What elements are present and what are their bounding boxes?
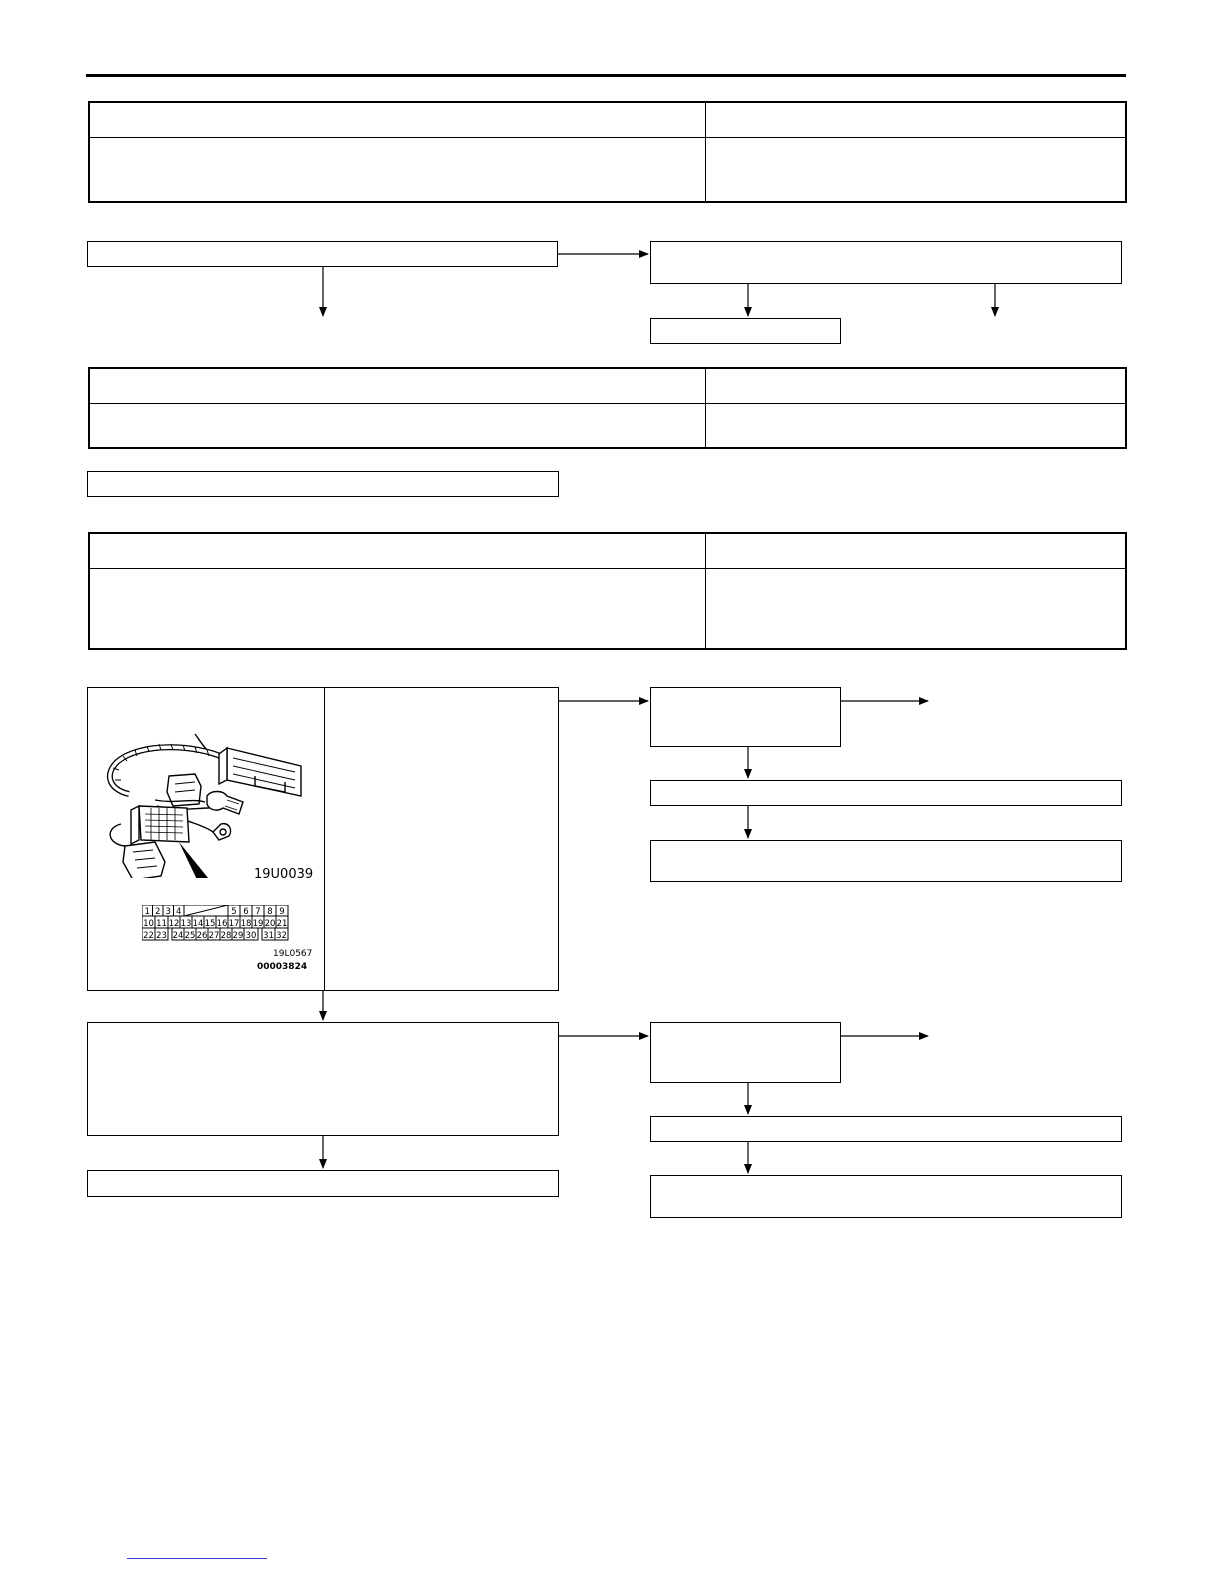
figure-label-sub: 19L0567: [273, 949, 313, 959]
pin-label: 32: [276, 931, 287, 941]
pin-label: 6: [243, 907, 249, 917]
pin-label: 22: [143, 931, 154, 941]
pin-label: 10: [143, 919, 154, 929]
pin-label: 17: [228, 919, 240, 929]
pin-label: 18: [240, 919, 252, 929]
pin-label: 23: [156, 931, 167, 941]
pin-label: 11: [156, 919, 167, 929]
pin-label: 20: [264, 919, 276, 929]
pin-label: 5: [231, 907, 237, 917]
pin-label: 27: [208, 931, 220, 941]
figure-label-main: 19U0039: [254, 867, 314, 882]
pin-label: 15: [204, 919, 216, 929]
footer-link-underline: [127, 1558, 267, 1559]
pin-label: 4: [176, 907, 182, 917]
pin-label: 29: [232, 931, 244, 941]
pin-label: 1: [144, 907, 150, 917]
pin-label: 24: [172, 931, 184, 941]
pin-label: 2: [155, 907, 161, 917]
figure-label-code: 00003824: [257, 962, 308, 972]
pin-label: 9: [279, 907, 285, 917]
pin-label: 25: [184, 931, 196, 941]
pin-label: 13: [180, 919, 192, 929]
pin-label: 7: [255, 907, 261, 917]
connector-pin-diagram: [142, 905, 292, 941]
pin-label: 26: [196, 931, 208, 941]
pin-label: 30: [245, 931, 257, 941]
pin-label: 21: [276, 919, 288, 929]
pin-label: 28: [220, 931, 232, 941]
pin-label: 16: [216, 919, 228, 929]
harness-connector-illustration: [95, 728, 317, 878]
pin-label: 31: [263, 931, 274, 941]
pin-label: 8: [267, 907, 273, 917]
pin-label: 12: [168, 919, 180, 929]
pin-label: 3: [165, 907, 171, 917]
pin-label: 14: [192, 919, 204, 929]
pin-label: 19: [252, 919, 264, 929]
